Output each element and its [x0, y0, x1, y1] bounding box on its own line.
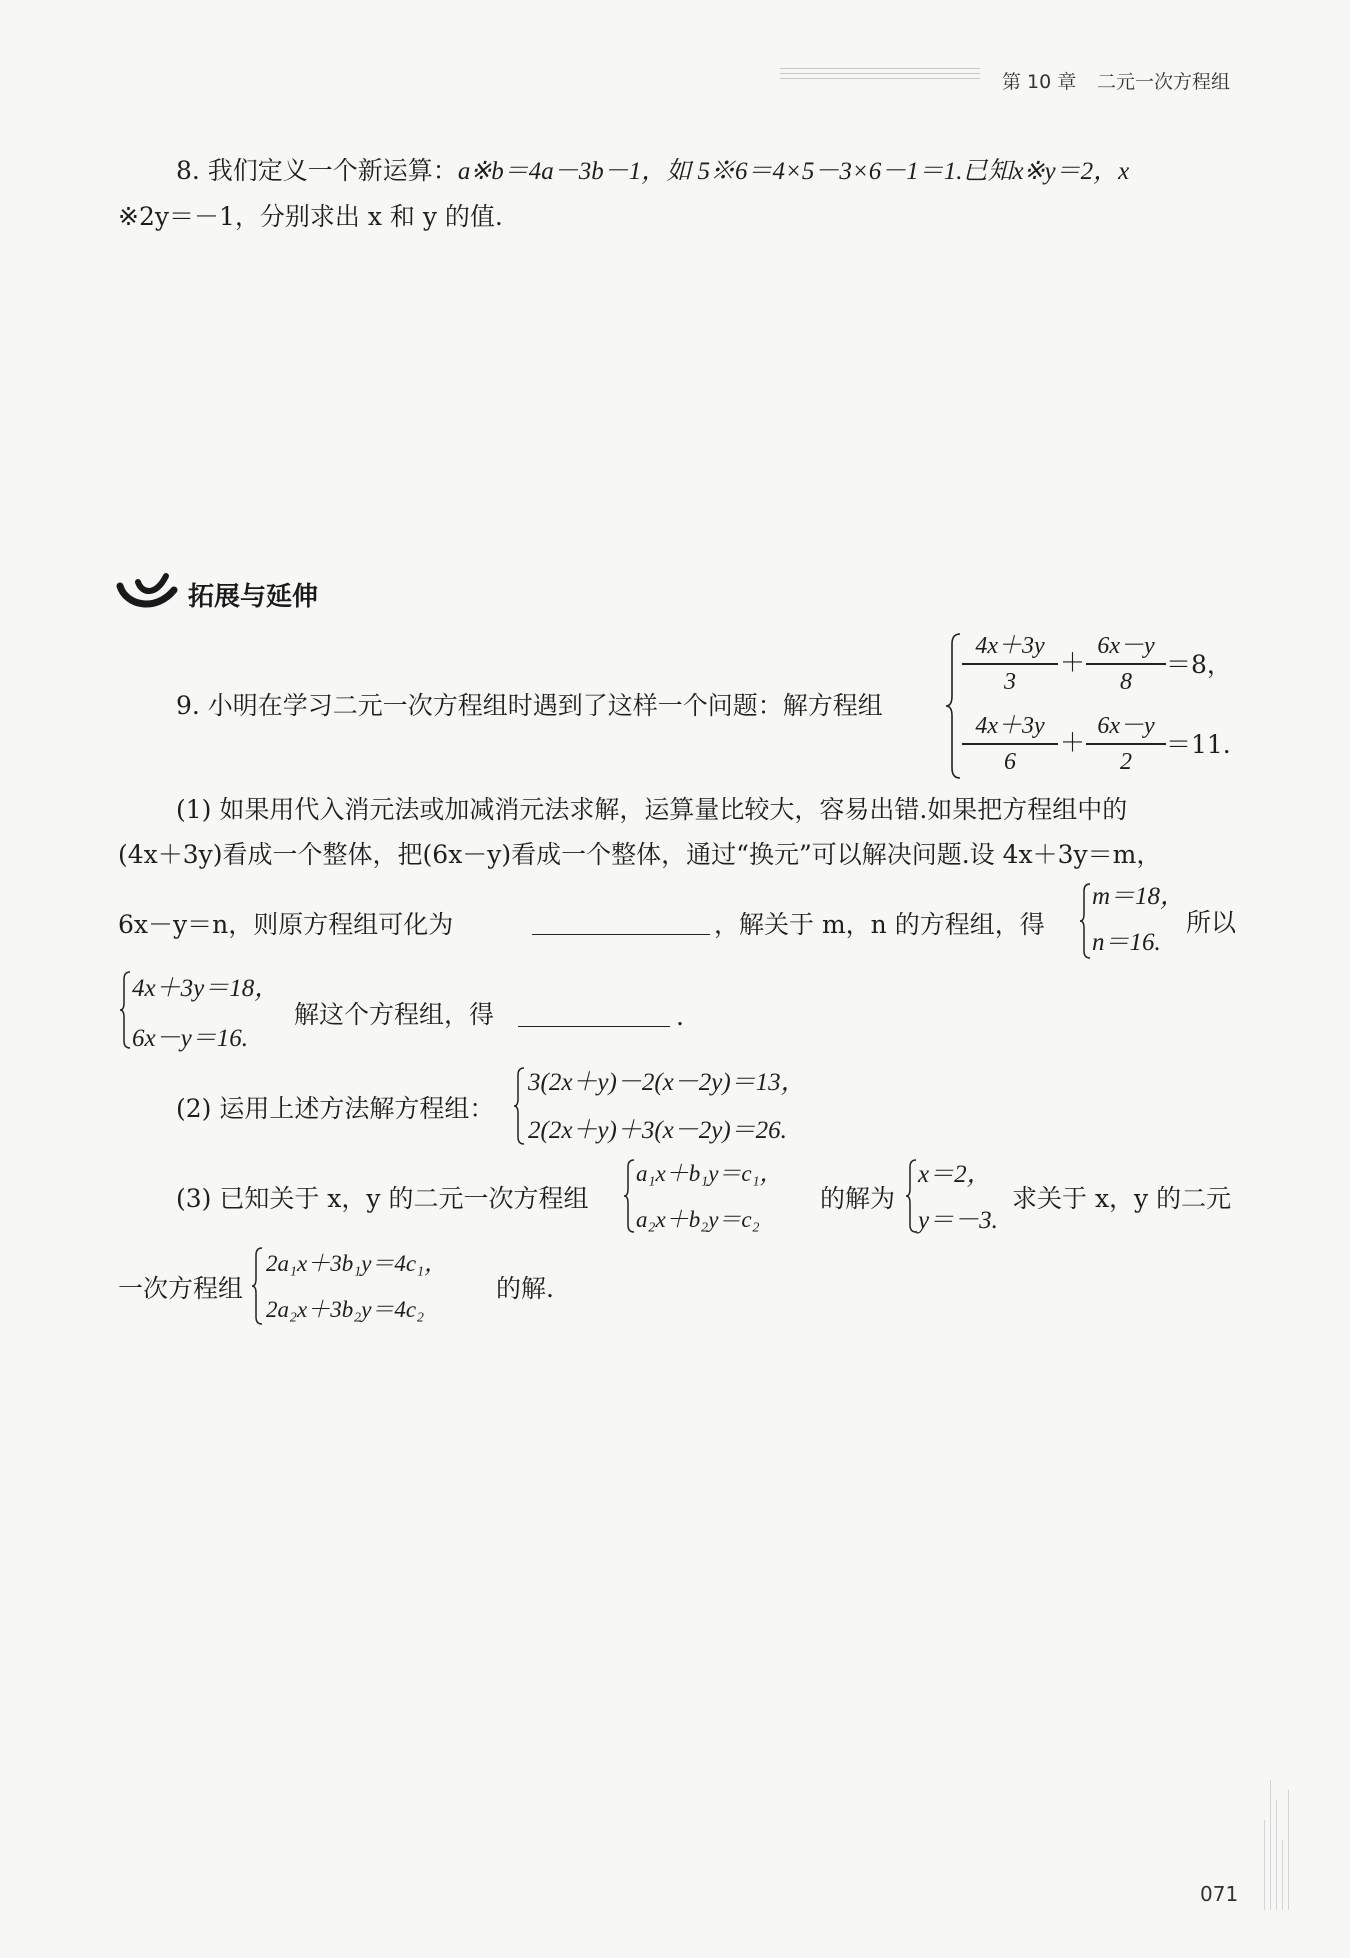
q9-p3-line2a: 一次方程组 — [118, 1274, 244, 1303]
q8-line1 — [176, 158, 1129, 184]
mn-eq2: n＝16. — [1092, 929, 1161, 956]
p3-sol-eq1: x＝2， — [918, 1161, 992, 1188]
chapter-label: 第 10 章 — [1002, 71, 1077, 93]
q9-p1-line1: (1) 如果用代入消元法或加减消元法求解，运算量比较大，容易出错.如果把方程组中的 — [176, 795, 1128, 824]
frac-denominator: 2 — [1120, 748, 1132, 775]
header-rule — [780, 68, 980, 88]
q8-line2: ※2y＝－1，分别求出 x 和 y 的值. — [118, 202, 503, 231]
frac-denominator: 3 — [1004, 668, 1016, 695]
margin-lines — [1262, 1780, 1292, 1910]
section-title: 拓展与延伸 — [188, 582, 319, 612]
q9-system-brace — [944, 632, 962, 780]
q8-line1-c: x※y＝2，x — [1012, 158, 1130, 185]
mn-system-brace — [1078, 882, 1092, 960]
p2-eq1: 3(2x＋y)－2(x－2y)＝13， — [528, 1069, 806, 1096]
p3-system1-brace — [622, 1158, 636, 1234]
q9-p1-line4-end: . — [676, 1002, 684, 1031]
xy-eq2: 6x－y＝16. — [132, 1025, 248, 1052]
p3-sys1-eq2: a₂x＋b₂y＝c₂ — [636, 1207, 760, 1232]
swoosh-logo-icon — [116, 568, 180, 616]
frac-numerator: 4x＋3y — [975, 633, 1045, 659]
q9-intro: 9. 小明在学习二元一次方程组时遇到了这样一个问题：解方程组 — [176, 691, 883, 720]
answer-blank-1[interactable] — [532, 912, 710, 935]
q9-eq1-op: ＋ — [1060, 648, 1086, 677]
answer-blank-2[interactable] — [518, 1004, 670, 1027]
q9-eq1-rhs: ＝8， — [1166, 650, 1232, 679]
q9-eq2-op: ＋ — [1060, 728, 1086, 757]
q9-eq1-frac1 — [962, 634, 1058, 694]
q9-eq2-frac1 — [962, 714, 1058, 774]
p3-system2-brace — [250, 1246, 264, 1326]
q9-p3-mid: 的解为 — [820, 1184, 896, 1213]
frac-numerator: 4x＋3y — [975, 713, 1045, 739]
p2-system-brace — [512, 1066, 526, 1146]
q9-p1-line2: (4x＋3y)看成一个整体，把(6x－y)看成一个整体，通过“换元”可以解决问题.设 4x＋3y＝m， — [118, 840, 1162, 869]
p3-solution-brace — [904, 1158, 918, 1234]
frac-numerator: 6x－y — [1097, 713, 1155, 739]
mn-eq1: m＝18， — [1092, 883, 1186, 910]
q9-eq1-frac2 — [1086, 634, 1166, 694]
frac-denominator: 6 — [1004, 748, 1016, 775]
q9-p1-line3b: ，解关于 m，n 的方程组，得 — [714, 910, 1045, 939]
frac-numerator: 6x－y — [1097, 633, 1155, 659]
q9-eq2-rhs: ＝11. — [1166, 730, 1231, 759]
q9-p1-line3c: 所以 — [1186, 908, 1237, 937]
q9-p3-tail: 求关于 x，y 的二元 — [1012, 1184, 1232, 1213]
xy-eq1: 4x＋3y＝18， — [132, 975, 280, 1002]
chapter-title: 二元一次方程组 — [1097, 71, 1231, 93]
q9-p3-line2b: 的解. — [496, 1274, 554, 1303]
p2-eq2: 2(2x＋y)＋3(x－2y)＝26. — [528, 1117, 787, 1144]
q9-eq2-frac2 — [1086, 714, 1166, 774]
p3-sol-eq2: y＝－3. — [918, 1207, 998, 1234]
p3-sys1-eq1: a₁x＋b₁y＝c₁， — [636, 1161, 783, 1186]
q9-p1-line3a: 6x－y＝n，则原方程组可化为 — [118, 910, 454, 939]
p3-sys2-eq1: 2a₁x＋3b₁y＝4c₁， — [266, 1251, 448, 1276]
xy-system-brace — [118, 970, 132, 1050]
q9-p1-line4: 解这个方程组，得 — [294, 1000, 495, 1029]
p3-sys2-eq2: 2a₂x＋3b₂y＝4c₂ — [266, 1297, 425, 1322]
page-number: 071 — [1200, 1882, 1239, 1906]
frac-denominator: 8 — [1120, 668, 1132, 695]
q8-line1-a: 8. 我们定义一个新运算： — [176, 156, 458, 185]
q8-line1-b: a※b＝4a－3b－1，如 5※6＝4×5－3×6－1＝1.已知 — [457, 158, 1013, 185]
q9-p2-label: (2) 运用上述方法解方程组： — [176, 1094, 495, 1123]
q9-p3-label: (3) 已知关于 x，y 的二元一次方程组 — [176, 1184, 589, 1213]
